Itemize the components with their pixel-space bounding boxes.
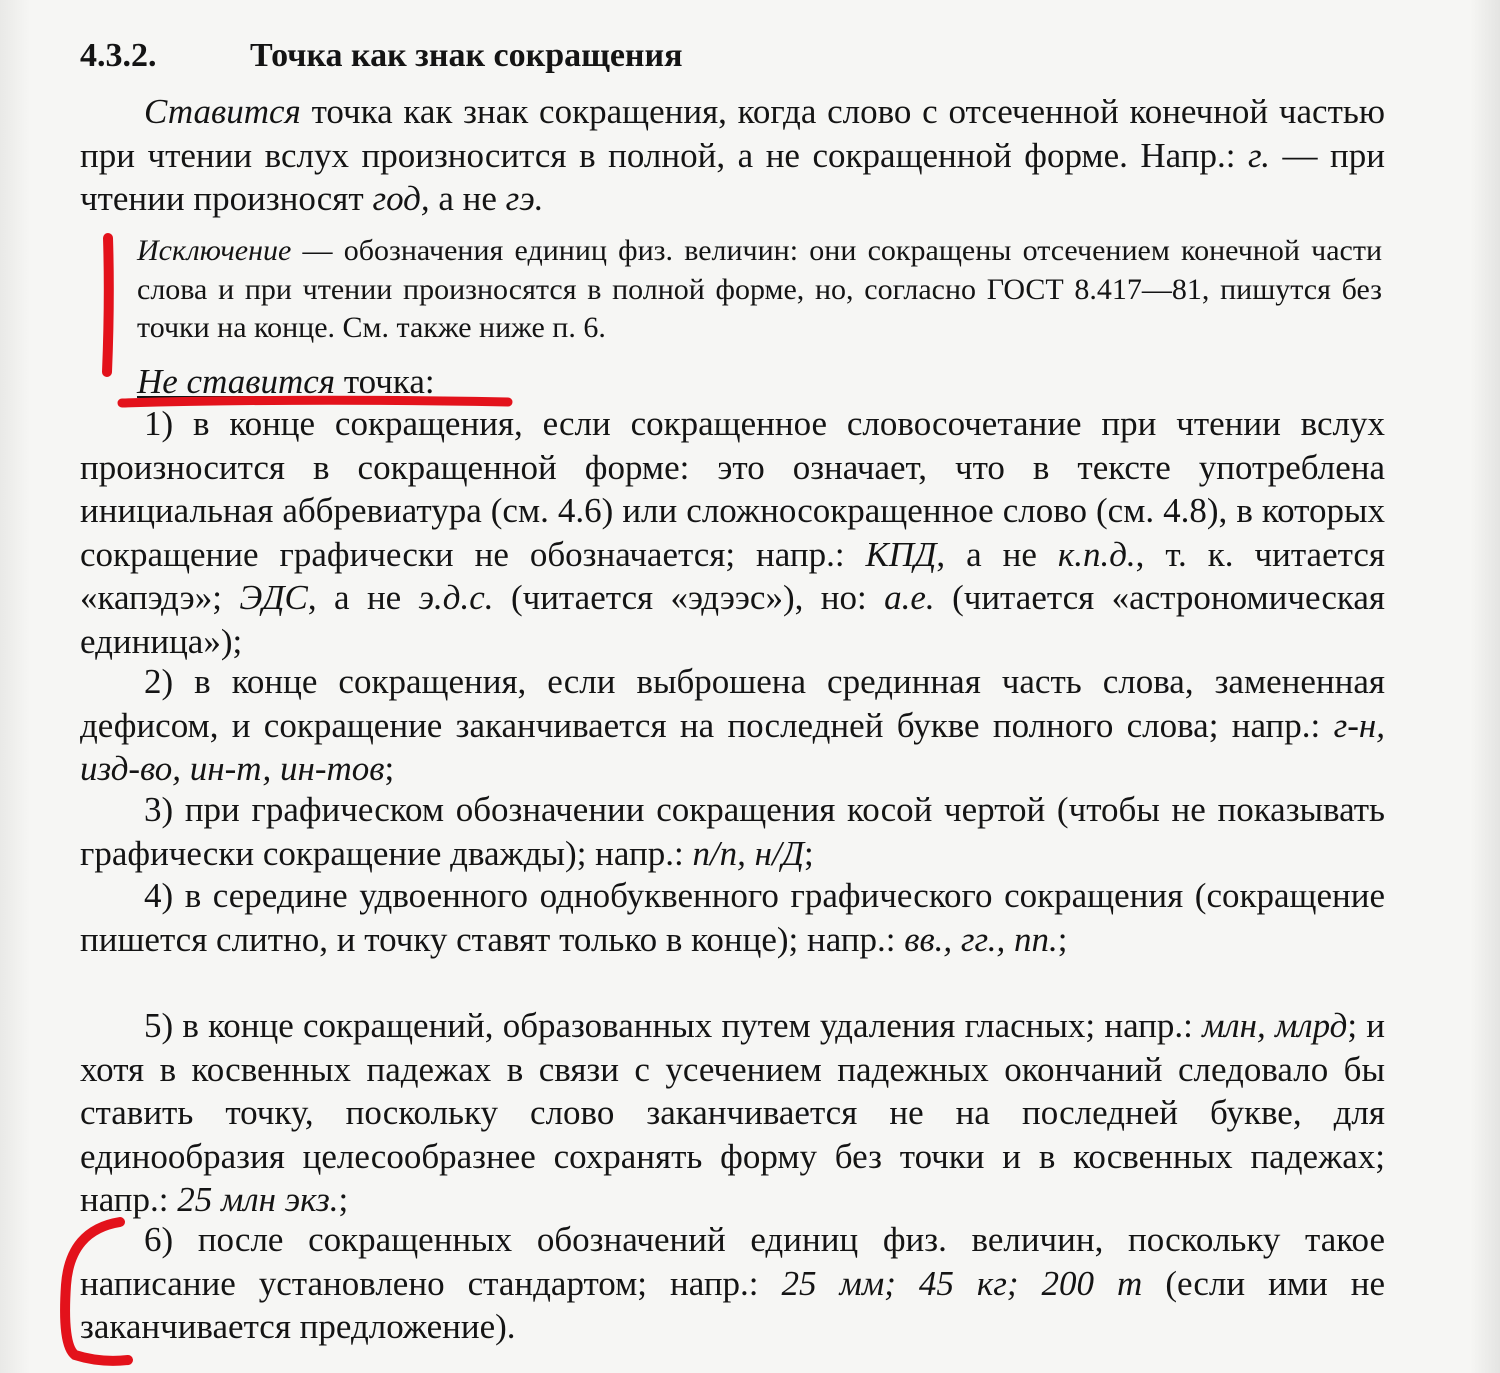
list-item: 3) при графическом обозначении сокращения косой чертой (чтобы не показывать графически сокращение дважды); напр.: п/п, н/Д; bbox=[80, 790, 1385, 873]
list-item: 6) после сокращенных обозначений единиц физ. величин, поскольку такое написание установлено стандартом; напр.: 25 мм; 45 кг; 200 т (если ими не заканчивается предложение). bbox=[80, 1220, 1385, 1346]
exception-label: Исключение bbox=[137, 234, 292, 267]
intro-lead: Ставится bbox=[144, 92, 301, 131]
not-placed-italic: Не ставится bbox=[137, 362, 336, 401]
exception-note: Исключение — обозначения единиц физ. величин: они сокращены отсечением конечной части слова и при чтении произносятся в полной форме, но, согласно ГОСТ 8.417—81, пишутся без точки на конце. См. также ниже п. 6. bbox=[137, 234, 1382, 344]
list-item: 2) в конце сокращения, если выброшена срединная часть слова, замененная дефисом, и сокращение заканчивается на последней букве полного слова; напр.: г-н, изд-во, ин-т, ин-тов; bbox=[80, 662, 1385, 788]
list-item: 1) в конце сокращения, если сокращенное словосочетание при чтении вслух произносится в сокращенной форме: это означает, что в тексте употреблена инициальная аббревиатура (см. 4.6) или сложносокращенное слово (см. 4.8), в которых сокращение графически не обозначается; напр.: КПД, а не к.п.д., т. к. читается «капэдэ»; ЭДС, а не э.д.с. (читается «эдээс»), но: а.е. (читается «астрономическая единица»); bbox=[80, 404, 1385, 661]
red-marker-vertical-line bbox=[107, 238, 109, 372]
section-title: Точка как знак сокращения bbox=[250, 37, 683, 74]
section-number: 4.3.2. bbox=[80, 37, 157, 74]
list-item: 5) в конце сокращений, образованных путем удаления гласных; напр.: млн, млрд; и хотя в косвенных падежах в связи с усечением падежных окончаний следовало бы ставить точку, поскольку слово заканчивается не на последней букве, для единообразия целесообразнее сохранять форму без точки и в косвенных падежах; напр.: 25 млн экз.; bbox=[80, 1006, 1386, 1219]
section-heading bbox=[80, 28, 1380, 84]
list-item: 4) в середине удвоенного однобуквенного графического сокращения (сокращение пишется слитно, и точку ставят только в конце); напр.: вв., гг., пп.; bbox=[80, 876, 1385, 959]
intro-paragraph: Ставится точка как знак сокращения, когда слово с отсеченной конечной частью при чтении вслух произносится в полной, а не сокращенной форме. Напр.: г. — при чтении произносят год, а не гэ. bbox=[80, 92, 1385, 218]
not-placed-heading: Не ставится точка: bbox=[137, 362, 435, 401]
